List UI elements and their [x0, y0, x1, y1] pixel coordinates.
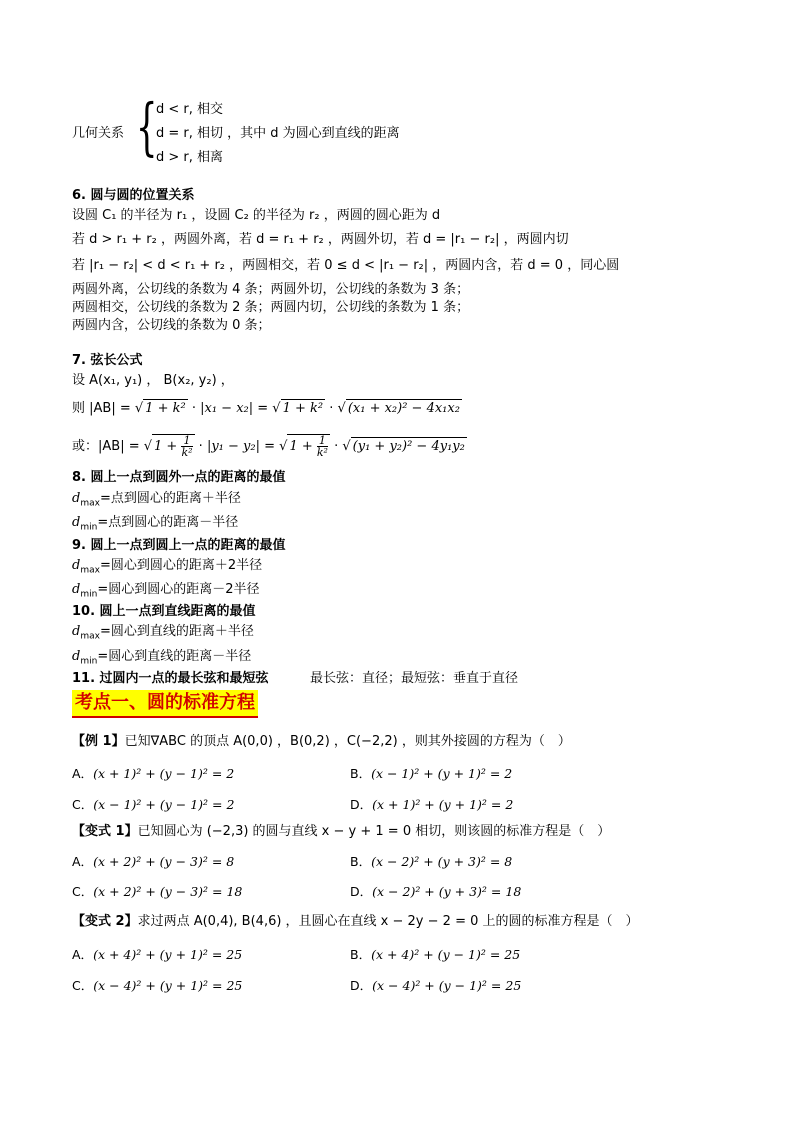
- example-1: 【例 1】已知∇ABC 的顶点 A(0,0) ，B(0,2) ，C(−2,2) ，则其外接圆的方程为（ ）: [72, 734, 571, 749]
- sec6-line: 设圆 C₁ 的半径为 r₁ ，设圆 C₂ 的半径为 r₂ ，两圆的圆心距为 d: [72, 208, 441, 223]
- option-a[interactable]: A．(x + 4)² + (y + 1)² = 25: [72, 947, 243, 962]
- sec9-dmin: $d_{min}=$圆心到圆心的距离－2半径: [72, 582, 260, 600]
- sec9-dmax: $d_{max}=$圆心到圆心的距离＋2半径: [72, 558, 263, 576]
- option-b[interactable]: B．(x + 4)² + (y − 1)² = 25: [350, 947, 521, 962]
- sec8-title: 8. 圆上一点到圆外一点的距离的最值: [72, 470, 286, 485]
- sec7-title: 7. 弦长公式: [72, 353, 143, 368]
- formula-prefix: 或：|AB| =: [72, 439, 144, 454]
- case-tangent: d = r, 相切 ，其中 d 为圆心到直线的距离: [156, 126, 400, 141]
- sec11-note: 最长弦：直径；最短弦：垂直于直径: [310, 671, 519, 686]
- sec10-dmax: $d_{max}=$圆心到直线的距离＋半径: [72, 624, 254, 642]
- option-a[interactable]: A．(x + 1)² + (y − 1)² = 2: [72, 766, 235, 781]
- left-brace-icon: {: [135, 90, 158, 163]
- variant-1: 【变式 1】已知圆心为 (−2,3) 的圆与直线 x − y + 1 = 0 相切，则该圆的标准方程是（ ）: [72, 824, 611, 839]
- sec6-line: 两圆内含，公切线的条数为 0 条；: [72, 318, 271, 333]
- chord-formula-y: 或：|AB| = √ 1 + $\frac{1}{\text{k²}}$ · |y₁ − y₂| = √ 1 + $\frac{1}{\text{k²}}$ · √ (y₁ + y₂)² − 4y₁y₂: [72, 434, 465, 459]
- option-b[interactable]: B．(x − 2)² + (y + 3)² = 8: [350, 854, 513, 869]
- option-d[interactable]: D．(x + 1)² + (y + 1)² = 2: [350, 797, 514, 812]
- sec6-title: 6. 圆与圆的位置关系: [72, 188, 195, 203]
- option-c[interactable]: C．(x − 4)² + (y + 1)² = 25: [72, 978, 243, 993]
- option-c[interactable]: C．(x + 2)² + (y − 3)² = 18: [72, 884, 243, 899]
- option-a[interactable]: A．(x + 2)² + (y − 3)² = 8: [72, 854, 235, 869]
- case-intersect: d < r, 相交: [156, 102, 224, 117]
- sec6-line: 若 |r₁ − r₂| < d < r₁ + r₂ ，两圆相交，若 0 ≤ d < |r₁ − r₂| ，两圆内含，若 d = 0 ，同心圆: [72, 258, 620, 273]
- option-c[interactable]: C．(x − 1)² + (y − 1)² = 2: [72, 797, 235, 812]
- sec10-title: 10. 圆上一点到直线距离的最值: [72, 604, 256, 619]
- sec10-dmin: $d_{min}=$圆心到直线的距离－半径: [72, 649, 252, 667]
- case-separate: d > r, 相离: [156, 150, 224, 165]
- sec8-dmax: $d_{max}=$点到圆心的距离＋半径: [72, 491, 241, 509]
- sec11-title: 11. 过圆内一点的最长弦和最短弦: [72, 671, 269, 686]
- sec8-dmin: $d_{min}=$点到圆心的距离－半径: [72, 515, 239, 533]
- sec9-title: 9. 圆上一点到圆上一点的距离的最值: [72, 538, 286, 553]
- sec7-line1: 设 A(x₁, y₁) ， B(x₂, y₂) ，: [72, 373, 234, 388]
- option-b[interactable]: B．(x − 1)² + (y + 1)² = 2: [350, 766, 513, 781]
- option-d[interactable]: D．(x − 2)² + (y + 3)² = 18: [350, 884, 522, 899]
- variant-2: 【变式 2】求过两点 A(0,4), B(4,6) ，且圆心在直线 x − 2y − 2 = 0 上的圆的标准方程是（ ）: [72, 914, 639, 929]
- formula-prefix: 则 |AB| =: [72, 401, 135, 416]
- relation-label: 几何关系: [72, 126, 125, 141]
- chord-formula-x: 则 |AB| = √ 1 + k² · |x₁ − x₂| = √ 1 + k² · √ (x₁ + x₂)² − 4x₁x₂: [72, 401, 460, 416]
- line-circle-relation: [72, 90, 492, 168]
- sec6-line: 若 d > r₁ + r₂ ，两圆外离，若 d = r₁ + r₂ ，两圆外切，若 d = |r₁ − r₂| ，两圆内切: [72, 232, 569, 247]
- sec6-line: 两圆相交，公切线的条数为 2 条；两圆内切，公切线的条数为 1 条；: [72, 300, 470, 315]
- option-d[interactable]: D．(x − 4)² + (y − 1)² = 25: [350, 978, 522, 993]
- topic-heading: 考点一、圆的标准方程: [72, 690, 258, 718]
- sec6-line: 两圆外离，公切线的条数为 4 条；两圆外切，公切线的条数为 3 条；: [72, 282, 470, 297]
